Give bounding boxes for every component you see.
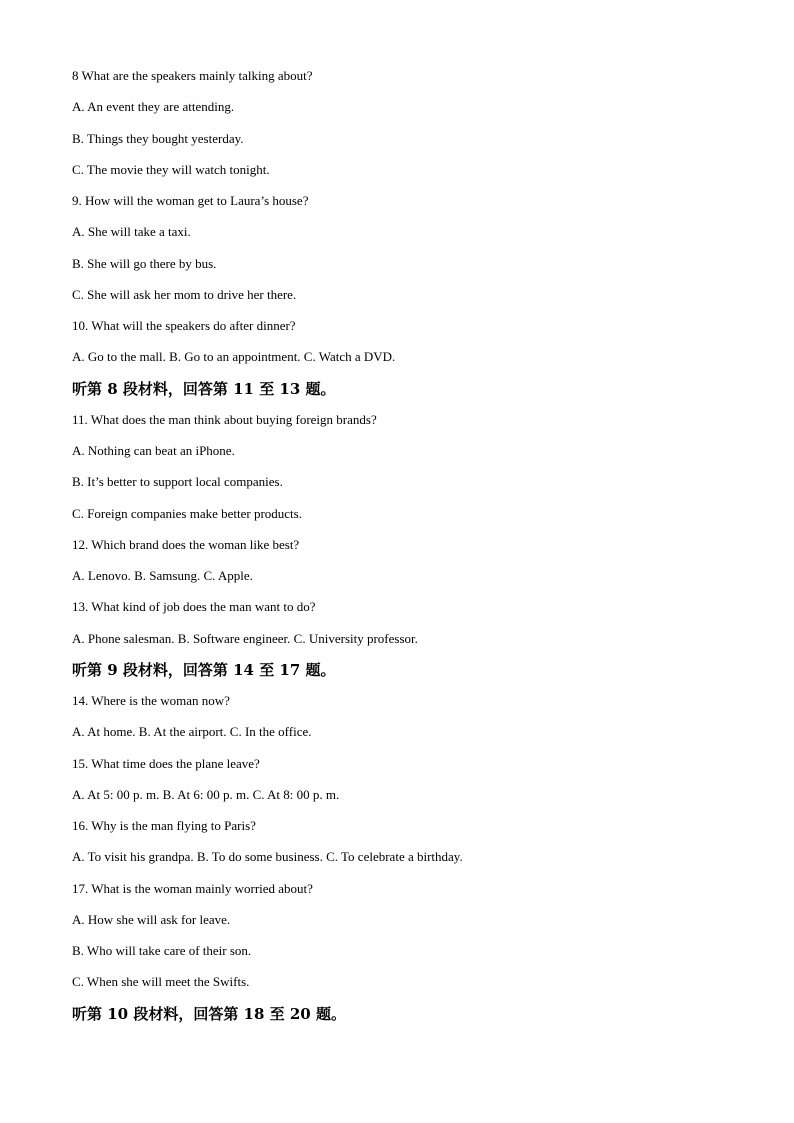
question-9: 9. How will the woman get to Laura’s house? <box>72 193 309 208</box>
question-10-options: A. Go to the mall. B. Go to an appointment. C. Watch a DVD. <box>72 349 396 365</box>
question-10: 10. What will the speakers do after dinner? <box>72 318 296 333</box>
question-16-options: A. To visit his grandpa. B. To do some business. C. To celebrate a birthday. <box>72 849 463 865</box>
question-17-option-c: C. When she will meet the Swifts. <box>72 974 250 990</box>
question-8-option-c: C. The movie they will watch tonight. <box>72 161 270 177</box>
question-16: 16. Why is the man flying to Paris? <box>72 818 256 833</box>
question-11: 11. What does the man think about buying foreign brands? <box>72 411 377 427</box>
question-13: 13. What kind of job does the man want to do? <box>72 599 316 615</box>
question-13-options: A. Phone salesman. B. Software engineer. C. University professor. <box>72 630 418 646</box>
question-11-option-a: A. Nothing can beat an iPhone. <box>72 443 235 458</box>
section-heading-9: 听第 9 段材料，回答第 14 至 17 题。 <box>72 660 336 679</box>
question-11-option-b: B. It’s better to support local companies. <box>72 474 283 490</box>
question-12: 12. Which brand does the woman like best? <box>72 536 300 552</box>
section-heading-10: 听第 10 段材料，回答第 18 至 20 题。 <box>72 1004 346 1023</box>
question-8: 8 What are the speakers mainly talking about? <box>72 68 313 83</box>
question-9-option-c: C. She will ask her mom to drive her there. <box>72 286 297 302</box>
question-17-option-b: B. Who will take care of their son. <box>72 943 252 958</box>
section-heading-8: 听第 8 段材料，回答第 11 至 13 题。 <box>72 379 336 398</box>
question-11-option-c: C. Foreign companies make better products. <box>72 505 302 521</box>
question-14-options: A. At home. B. At the airport. C. In the office. <box>72 724 312 740</box>
question-9-option-a: A. She will take a taxi. <box>72 224 191 240</box>
question-17: 17. What is the woman mainly worried about? <box>72 880 313 896</box>
question-8-option-b: B. Things they bought yesterday. <box>72 130 244 146</box>
question-15: 15. What time does the plane leave? <box>72 755 260 771</box>
question-12-options: A. Lenovo. B. Samsung. C. Apple. <box>72 568 253 583</box>
question-14: 14. Where is the woman now? <box>72 693 230 708</box>
question-8-option-a: A. An event they are attending. <box>72 99 235 115</box>
question-9-option-b: B. She will go there by bus. <box>72 255 217 271</box>
document-page <box>72 65 722 1034</box>
question-17-option-a: A. How she will ask for leave. <box>72 911 231 927</box>
question-15-options: A. At 5: 00 p. m. B. At 6: 00 p. m. C. At 8: 00 p. m. <box>72 786 340 802</box>
